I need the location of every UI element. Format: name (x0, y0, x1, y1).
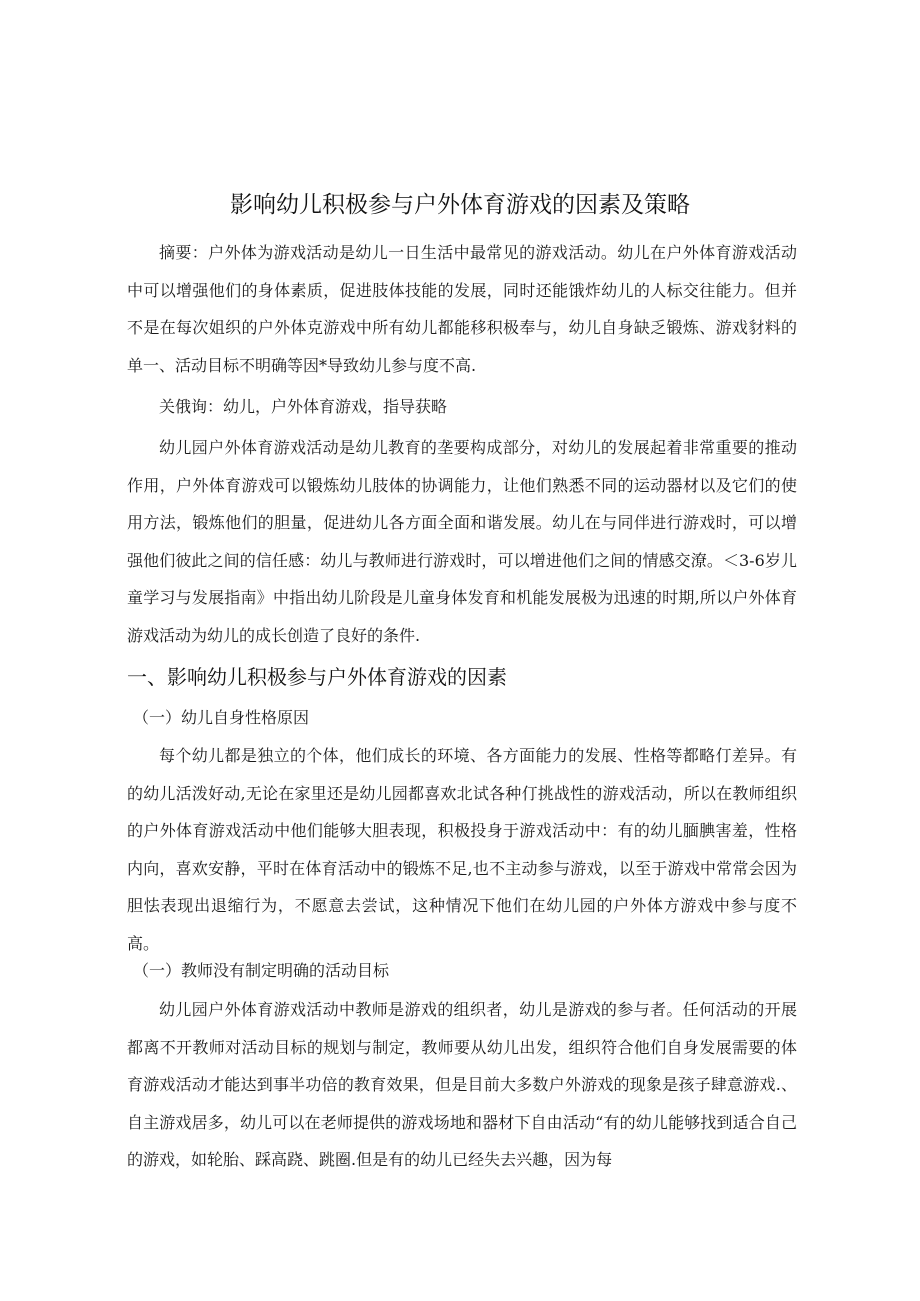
document-title: 影响幼儿积极参与户外体育游戏的因素及策略 (230, 192, 690, 218)
section-heading: 一、影响幼儿积极参与户外体育游戏的因素 (127, 665, 507, 689)
body-paragraph: 幼儿园户外体育游戏活动中教师是游戏的组织者，幼儿是游戏的参与者。任何活动的开展都离不开教师对活动目标的规划与制定，教师要从幼儿出发，组织符合他们自身发展需要的体育游戏活动才能达到事半功倍的教育效果，但是目前大多数户外游戏的现象是孩子肆意游戏.、自主游戏居多，幼儿可以在老师提供的游戏场地和器材下自由活动“有的幼儿能够找到适合自己的游戏，如轮胎、踩高跷、跳圈.但是有的幼儿已经失去兴趣，因为每 (127, 1000, 797, 1169)
intro-paragraph: 幼儿园户外体育游戏活动是幼儿教育的垄要构成部分，对幼儿的发展起着非常重要的推动作用，户外体育游戏可以锻炼幼儿肢体的协调能力，让他们熟悉不同的运动器材以及它们的使用方法，锻炼他们的胆量，促进幼儿各方面全面和谐发展。幼儿在与同伴进行游戏时，可以增强他们彼此之间的信任感：幼儿与教师进行游戏时，可以增进他们之间的情感交潦。＜3-6岁儿童学习与发展指南》中指出幼儿阶段是儿童身体发育和机能发展极为迅速的时期,所以户外体育游戏活动为幼儿的成长创造了良好的条件. (127, 438, 797, 645)
body-paragraph: 每个幼儿都是独立的个体，他们成长的环境、各方面能力的发展、性格等都略仃差异。有的幼儿活泼好动,无论在家里还是幼儿园都喜欢北试各种仃挑战性的游戏活动，所以在教师组织的户外体育游戏活动中他们能够大胆表现，积极投身于游戏活动中：有的幼儿腼腆害羞，性格内向，喜欢安静，平时在体育活动中的锻炼不足,也不主动参与游戏，以至于游戏中常常会因为胆怯表现出退缩行为，不愿意去尝试，这种情况下他们在幼儿园的户外体方游戏中参与度不高。 (127, 746, 797, 953)
abstract-paragraph: 摘要：户外体为游戏活动是幼儿一日生活中最常见的游戏活动。幼儿在户外体育游戏活动中可以增强他们的身体素质，促进肢体技能的发展，同时还能饿炸幼儿的人标交往能力。但并不是在每次姐织的户外体克游戏中所有幼儿都能移积极奉与，幼儿自身缺乏锻炼、游戏豺料的单一、活动目标不明确等因*导致幼儿参与度不高. (127, 243, 797, 375)
subsection-heading: （一）幼儿自身性格原因 (133, 708, 310, 727)
keywords-line: 关俄询：幼儿，户外体育游戏，指导获略 (159, 397, 448, 416)
subsection-heading: （一）教师没有制定明确的活动目标 (133, 961, 390, 980)
